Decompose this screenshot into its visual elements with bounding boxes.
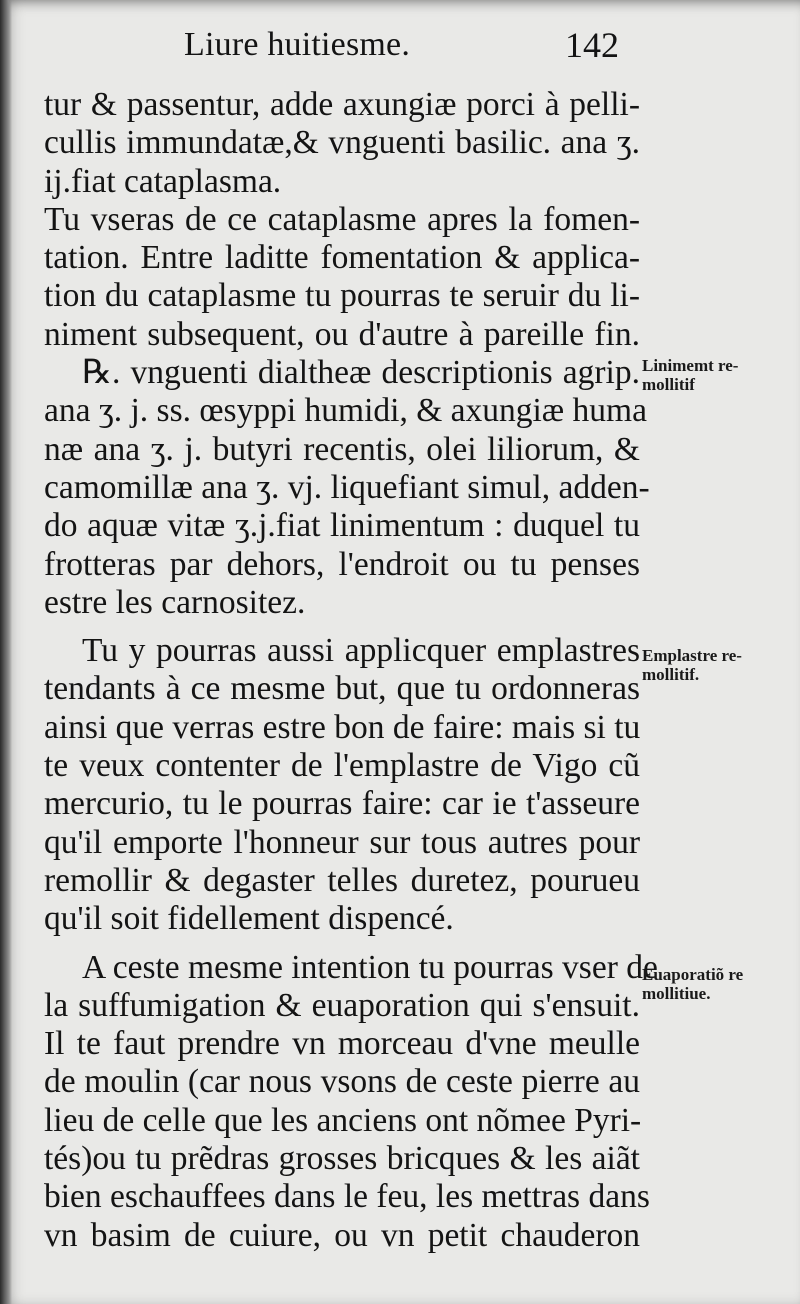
paragraph-gap bbox=[44, 939, 640, 949]
margin-note-liniment bbox=[642, 356, 792, 394]
margin-note-line: mollitif. bbox=[642, 665, 700, 684]
page-number: 142 bbox=[565, 25, 619, 65]
margin-note-emplastre bbox=[642, 646, 792, 684]
text-line: A ceste mesme intention tu pourras vser de bbox=[82, 948, 658, 986]
text-line: ana ʒ. j. ss. œsyppi humidi, & axungiæ huma bbox=[44, 392, 647, 430]
text-line: niment subsequent, ou d'autre à pareille fin. bbox=[44, 315, 640, 353]
page-gutter-shadow bbox=[0, 0, 12, 1304]
margin-note-line: mollitif bbox=[642, 375, 695, 394]
text-line: bien eschauffees dans le feu, les mettras dans bbox=[44, 1178, 650, 1216]
text-line: ℞. vnguenti dialtheæ descriptionis agrip. bbox=[82, 354, 640, 392]
text-line: Il te faut prendre vn morceau d'vne meulle bbox=[44, 1025, 640, 1063]
text-line: la suffumigation & euaporation qui s'ensuit. bbox=[44, 986, 640, 1024]
text-line: te veux contenter de l'emplastre de Vigo cũ bbox=[44, 747, 640, 785]
text-line: qu'il emporte l'honneur sur tous autres pour bbox=[44, 823, 640, 861]
text-line: estre les carnositez. bbox=[44, 583, 306, 621]
text-line: cullis immundatæ,& vnguenti basilic. ana ʒ. bbox=[44, 124, 640, 162]
text-line: vn basim de cuiure, ou vn petit chauderon bbox=[44, 1216, 640, 1254]
text-line: Tu vseras de ce cataplasme apres la fomen- bbox=[44, 200, 640, 238]
text-line: tés)ou tu prẽdras grosses bricques & les aiãt bbox=[44, 1140, 640, 1178]
text-line: Tu y pourras aussi applicquer emplastres bbox=[82, 632, 640, 670]
margin-note-line: Emplastre re- bbox=[642, 646, 742, 665]
text-line: camomillæ ana ʒ. vj. liquefiant simul, adden- bbox=[44, 468, 650, 506]
text-line: tation. Entre laditte fomentation & applica- bbox=[44, 239, 640, 277]
text-line: tion du cataplasme tu pourras te seruir du li- bbox=[44, 277, 640, 315]
text-line: remollir & degaster telles duretez, pourueu bbox=[44, 861, 640, 899]
text-line: ainsi que verras estre bon de faire: mais si tu bbox=[44, 708, 641, 746]
text-line: de moulin (car nous vsons de ceste pierre au bbox=[44, 1063, 640, 1101]
body-text bbox=[44, 86, 658, 1255]
text-line: tendants à ce mesme but, que tu ordonneras bbox=[44, 670, 640, 708]
margin-note-line: Linimemt re- bbox=[642, 356, 739, 375]
text-line: næ ana ʒ. j. butyri recentis, olei liliorum, & bbox=[44, 430, 640, 468]
paragraph-gap bbox=[44, 622, 640, 632]
text-line: frotteras par dehors, l'endroit ou tu penses bbox=[44, 545, 640, 583]
text-line: qu'il soit fidellement dispencé. bbox=[44, 900, 454, 938]
text-line: ij.fiat cataplasma. bbox=[44, 162, 282, 200]
text-line: mercurio, tu le pourras faire: car ie t'asseure bbox=[44, 785, 640, 823]
margin-note-euaporation bbox=[642, 965, 792, 1003]
text-line: do aquæ vitæ ʒ.j.fiat linimentum : duquel tu bbox=[44, 507, 640, 545]
text-line: tur & passentur, adde axungiæ porci à pelli- bbox=[44, 86, 640, 123]
text-line: lieu de celle que les anciens ont nõmee Pyri- bbox=[44, 1101, 642, 1139]
margin-note-line: mollitiue. bbox=[642, 984, 711, 1003]
running-header: Liure huitiesme. bbox=[184, 26, 411, 63]
margin-note-line: Euaporatiõ re bbox=[642, 965, 744, 984]
